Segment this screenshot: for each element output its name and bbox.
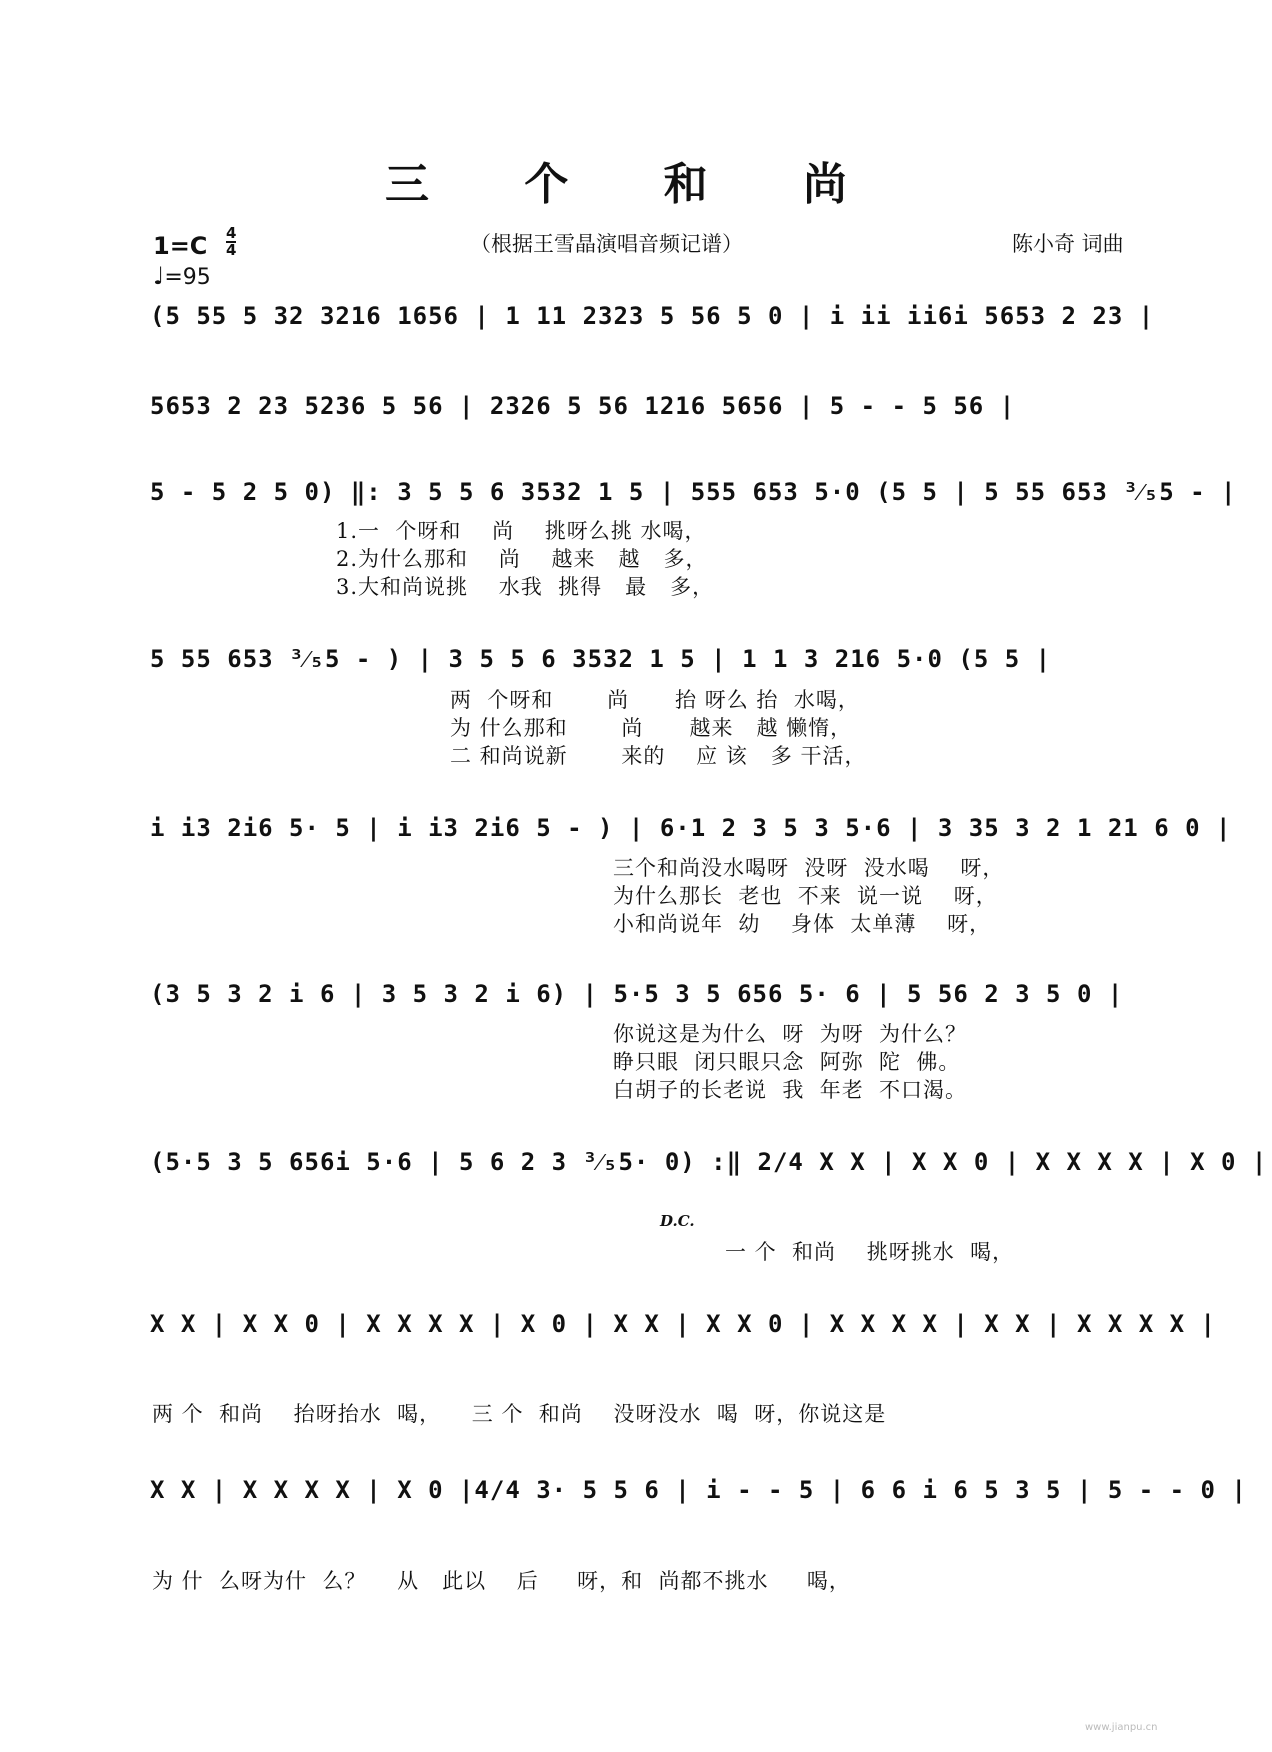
notation-line-9: X X | X X X X | X 0 |4/4 3· 5 5 6 | i - - 5 | 6 6 i 6 5 3 5 | 5 - - 0 | [150, 1476, 1247, 1504]
quarter-note-icon: ♩ [153, 262, 165, 290]
lyric-line: 1.一 个呀和 尚 挑呀么挑 水喝， [336, 519, 707, 543]
subtitle: （根据王雪晶演唱音频记谱） [470, 232, 743, 256]
watermark: www.jianpu.cn [1085, 1722, 1158, 1733]
tempo-value: =95 [164, 265, 211, 290]
lyric-line: 你说这是为什么 呀 为呀 为什么？ [613, 1022, 968, 1046]
time-signature-bottom: 4 [226, 241, 237, 259]
notation-line-3: 5 - 5 2 5 0) ‖: 3 5 5 6 3532 1 5 | 555 653 5·0 (5 5 | 5 55 653 ³⁄₅5 - | [150, 478, 1237, 506]
notation-line-8: X X | X X 0 | X X X X | X 0 | X X | X X 0 | X X X X | X X | X X X X | [150, 1310, 1216, 1338]
lyric-line: 三个和尚没水喝呀 没呀 没水喝 呀， [613, 856, 1005, 880]
da-capo-mark: D.C. [660, 1212, 695, 1230]
song-title: 三 个 和 尚 [385, 159, 887, 210]
notation-line-5: i i3 2i6 5· 5 | i i3 2i6 5 - ) | 6·1 2 3 5 3 5·6 | 3 35 3 2 1 21 6 0 | [150, 814, 1232, 842]
notation-line-4: 5 55 653 ³⁄₅5 - ) | 3 5 5 6 3532 1 5 | 1 1 3 216 5·0 (5 5 | [150, 645, 1052, 673]
notation-line-2: 5653 2 23 5236 5 56 | 2326 5 56 1216 5656 | 5 - - 5 56 | [150, 392, 1016, 420]
notation-line-7: (5·5 3 5 656i 5·6 | 5 6 2 3 ³⁄₅5· 0) :‖ 2/4 X X | X X 0 | X X X X | X 0 | [150, 1148, 1268, 1176]
lyric-line: 为 什么那和 尚 越来 越 懒惰， [450, 716, 853, 740]
lyric-line: 为什么那长 老也 不来 说一说 呀， [613, 884, 998, 908]
lyric-line: 睁只眼 闭只眼只念 阿弥 陀 佛。 [613, 1050, 961, 1074]
lyric-line: 3.大和尚说挑 水我 挑得 最 多， [336, 575, 715, 599]
lyric-line: 两 个呀和 尚 抬 呀么 抬 水喝， [450, 688, 860, 712]
lyric-line: 小和尚说年 幼 身体 太单薄 呀， [613, 912, 992, 936]
lyric-line: 二 和尚说新 来的 应 该 多 干活， [450, 744, 867, 768]
notation-line-6: (3 5 3 2 i 6 | 3 5 3 2 i 6) | 5·5 3 5 656 5· 6 | 5 56 2 3 5 0 | [150, 980, 1124, 1008]
notation-line-1: (5 55 5 32 3216 1656 | 1 11 2323 5 56 5 0 | i ii ii6i 5653 2 23 | [150, 302, 1155, 330]
key-signature: 1=C [153, 232, 208, 260]
lyric-line: 两 个 和尚 抬呀抬水 喝， 三 个 和尚 没呀没水 喝 呀，你说这是 [152, 1402, 887, 1426]
composer-credit: 陈小奇 词曲 [1012, 232, 1124, 256]
lyric-line: 白胡子的长老说 我 年老 不口渴。 [613, 1078, 968, 1102]
time-signature [226, 226, 236, 258]
lyric-line: 一 个 和尚 挑呀挑水 喝， [725, 1240, 1015, 1264]
lyric-line: 2.为什么那和 尚 越来 越 多， [336, 547, 708, 571]
tempo-marking [153, 262, 211, 290]
lyric-line: 为 什 么呀为什 么？ 从 此以 后 呀，和 尚都不挑水 喝， [152, 1569, 851, 1593]
time-signature-top: 4 [226, 224, 237, 242]
